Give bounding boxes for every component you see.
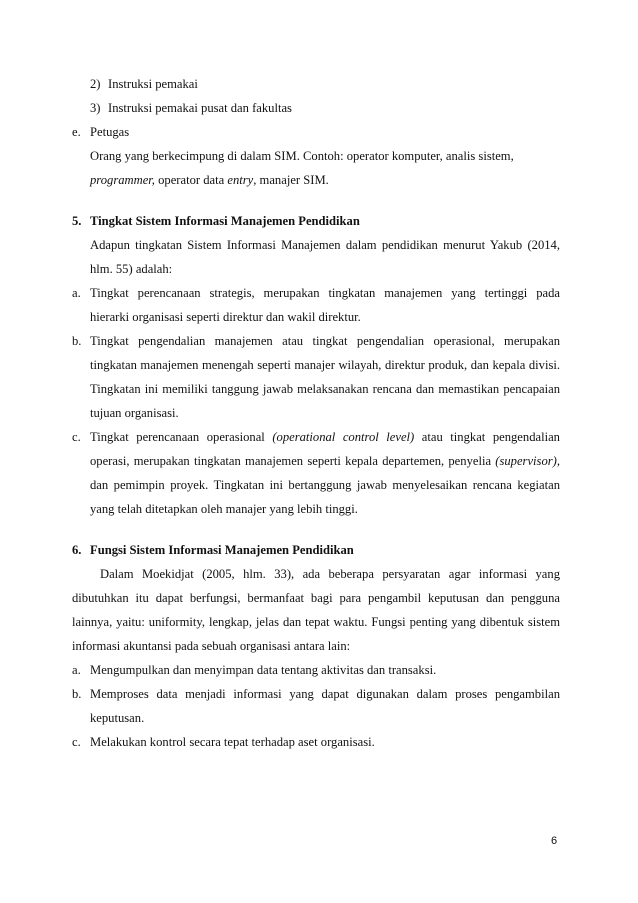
list-item-text: keputusan. — [90, 711, 145, 725]
list-marker: e. — [72, 125, 81, 139]
list-marker: c. — [72, 735, 81, 749]
section-heading: Tingkat Sistem Informasi Manajemen Pendidikan — [90, 214, 360, 228]
text-run: Tingkat perencanaan operasional — [90, 430, 273, 444]
list-marker: c. — [72, 430, 81, 444]
text-run: , manajer SIM. — [253, 173, 329, 187]
list-marker: a. — [72, 663, 81, 677]
list-item-text: Mengumpulkan dan menyimpan data tentang aktivitas dan transaksi. — [90, 663, 437, 677]
paragraph-line: Orang yang berkecimpung di dalam SIM. Contoh: operator komputer, analis sistem, — [90, 149, 514, 163]
list-item-text: hierarki organisasi seperti direktur dan wakil direktur. — [90, 310, 361, 324]
list-item-title: Petugas — [90, 125, 130, 139]
section-heading: Fungsi Sistem Informasi Manajemen Pendidikan — [90, 543, 354, 557]
list-marker: 2) — [90, 77, 101, 91]
italic-term: (operational control level) — [272, 430, 415, 444]
list-item-text: Tingkatan ini memiliki tanggung jawab melaksanakan rencana dan memastikan pencapaian — [90, 382, 560, 396]
list-item-text: Instruksi pemakai pusat dan fakultas — [108, 101, 292, 115]
paragraph-line — [90, 172, 329, 188]
paragraph-line: Dalam Moekidjat (2005, hlm. 33), ada beberapa persyaratan agar informasi yang — [100, 567, 560, 581]
page-number: 6 — [551, 835, 558, 847]
text-run: atau tingkat pengendalian — [414, 430, 560, 444]
list-marker: b. — [72, 334, 82, 348]
list-item-text: tujuan organisasi. — [90, 406, 179, 420]
section-number: 5. — [72, 214, 82, 228]
text-run: operator data — [154, 173, 228, 187]
list-item-text: dan pemimpin proyek. Tingkatan ini bertanggung jawab menyelesaikan rencana kegiatan — [90, 478, 560, 492]
paragraph-line: Adapun tingkatan Sistem Informasi Manajemen dalam pendidikan menurut Yakub (2014, — [90, 238, 560, 252]
list-item-text: Tingkat perencanaan strategis, merupakan tingkatan manajemen yang tertinggi pada — [90, 286, 560, 300]
italic-term: entry — [227, 173, 254, 187]
paragraph-line: informasi akuntansi pada sebuah organisasi antara lain: — [72, 639, 351, 653]
list-item-text: Memproses data menjadi informasi yang dapat digunakan dalam proses pengambilan — [90, 687, 560, 701]
list-marker: b. — [72, 687, 82, 701]
italic-term: programmer, — [90, 173, 155, 187]
paragraph-line: lainnya, yaitu: uniformity, lengkap, jelas dan tepat waktu. Fungsi penting yang dibentuk sistem — [72, 615, 560, 629]
list-marker: 3) — [90, 101, 101, 115]
list-item-text: Instruksi pemakai — [108, 77, 198, 91]
list-item-text: yang telah ditetapkan oleh manajer yang lebih tinggi. — [90, 502, 358, 516]
list-item-text: Tingkat pengendalian manajemen atau tingkat pengendalian operasional, merupakan — [90, 334, 560, 348]
list-item-text: Melakukan kontrol secara tepat terhadap aset organisasi. — [90, 735, 375, 749]
paragraph-line: dibutuhkan itu dapat berfungsi, bermanfaat bagi para pengambil keputusan dan pengguna — [72, 591, 560, 605]
list-item-text: tingkatan manajemen menengah seperti manajer wilayah, direktur produk, dan kepala divisi. — [90, 358, 560, 372]
list-item-text — [90, 453, 560, 469]
list-item-text — [90, 429, 560, 445]
italic-term: (supervisor), — [495, 454, 560, 468]
text-run: operasi, merupakan tingkatan manajemen seperti kepala departemen, penyelia — [90, 454, 496, 468]
section-number: 6. — [72, 543, 82, 557]
paragraph-line: hlm. 55) adalah: — [90, 262, 173, 276]
list-marker: a. — [72, 286, 81, 300]
